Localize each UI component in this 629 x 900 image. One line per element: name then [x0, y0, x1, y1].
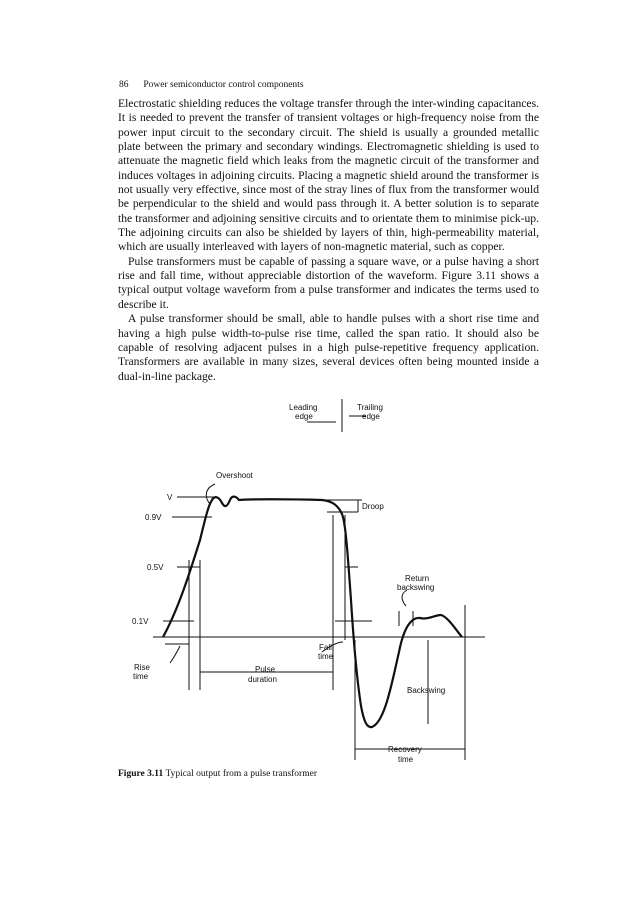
v09-axis-label: 0.9V	[145, 513, 162, 522]
fall-time-label: Fall	[319, 643, 332, 652]
recovery-time-label: Recovery	[388, 745, 422, 754]
rise-time-leader	[170, 646, 180, 663]
backswing-label: Backswing	[407, 686, 446, 695]
droop-label: Droop	[362, 502, 384, 511]
fall-time-label-2: time	[318, 652, 334, 661]
v05-axis-label: 0.5V	[147, 563, 164, 572]
leading-edge-label-2: edge	[295, 412, 313, 421]
trailing-edge-label-2: edge	[362, 412, 380, 421]
figure-caption-text: Typical output from a pulse transformer	[165, 769, 317, 779]
running-title: Power semiconductor control components	[143, 80, 304, 90]
return-backswing-label: Return	[405, 574, 430, 583]
trailing-edge-label: Trailing	[357, 403, 383, 412]
v-axis-label: V	[167, 493, 173, 502]
paragraph-shielding: Electrostatic shielding reduces the voltage transfer through the inter-winding capacitances. It is needed to prevent the transfer of transient voltages or high-frequency noise from the power input circuit to the secondary circuit. The shield is usually a grounded metallic plate between the primary and secondary windings. Electromagnetic shielding is used to attenuate the magnetic field which leaks from the magnetic circuit of the transformer and induces voltages in adjoining circuits. Placing a magnetic shield around the transformer is not usually very effective, since most of the stray lines of flux from the transformer would be perpendicular to the shield and would pass through it. A better solution is to separate the transformer and adjoining sensitive circuits and to orientate them to minimise pick-up. The adjoining circuits can also be shielded by layers of thin, high-permeability material, which are usually interleaved with layers of non-magnetic material, such as copper.	[118, 97, 539, 254]
v01-axis-label: 0.1V	[132, 617, 149, 626]
figure-number: Figure 3.11	[118, 769, 164, 779]
return-backswing-leader	[402, 590, 407, 606]
rise-time-label-2: time	[133, 672, 149, 681]
paragraph-span-ratio: A pulse transformer should be small, able to handle pulses with a short rise time and having a high pulse width-to-pulse rise time, called the span ratio. It should also be capable of resolving adjacent pulses in a high pulse-repetitive frequency application. Transformers are available in many sizes, several devices often being mounted inside a dual-in-line package.	[118, 312, 539, 383]
leading-edge-label: Leading	[289, 403, 318, 412]
rise-time-label: Rise	[134, 663, 151, 672]
paragraph-pulse-transformers: Pulse transformers must be capable of passing a square wave, or a pulse having a short rise and fall time, without appreciable distortion of the waveform. Figure 3.11 shows a typical output voltage waveform from a pulse transformer and indicates the terms used to describe it.	[118, 254, 539, 311]
recovery-time-label-2: time	[398, 755, 414, 764]
pulse-duration-label-2: duration	[248, 675, 277, 684]
pulse-duration-label: Pulse	[255, 665, 276, 674]
page-number: 86	[119, 80, 129, 90]
figure-caption	[118, 769, 317, 779]
overshoot-label: Overshoot	[216, 471, 253, 480]
return-backswing-label-2: backswing	[397, 583, 435, 592]
